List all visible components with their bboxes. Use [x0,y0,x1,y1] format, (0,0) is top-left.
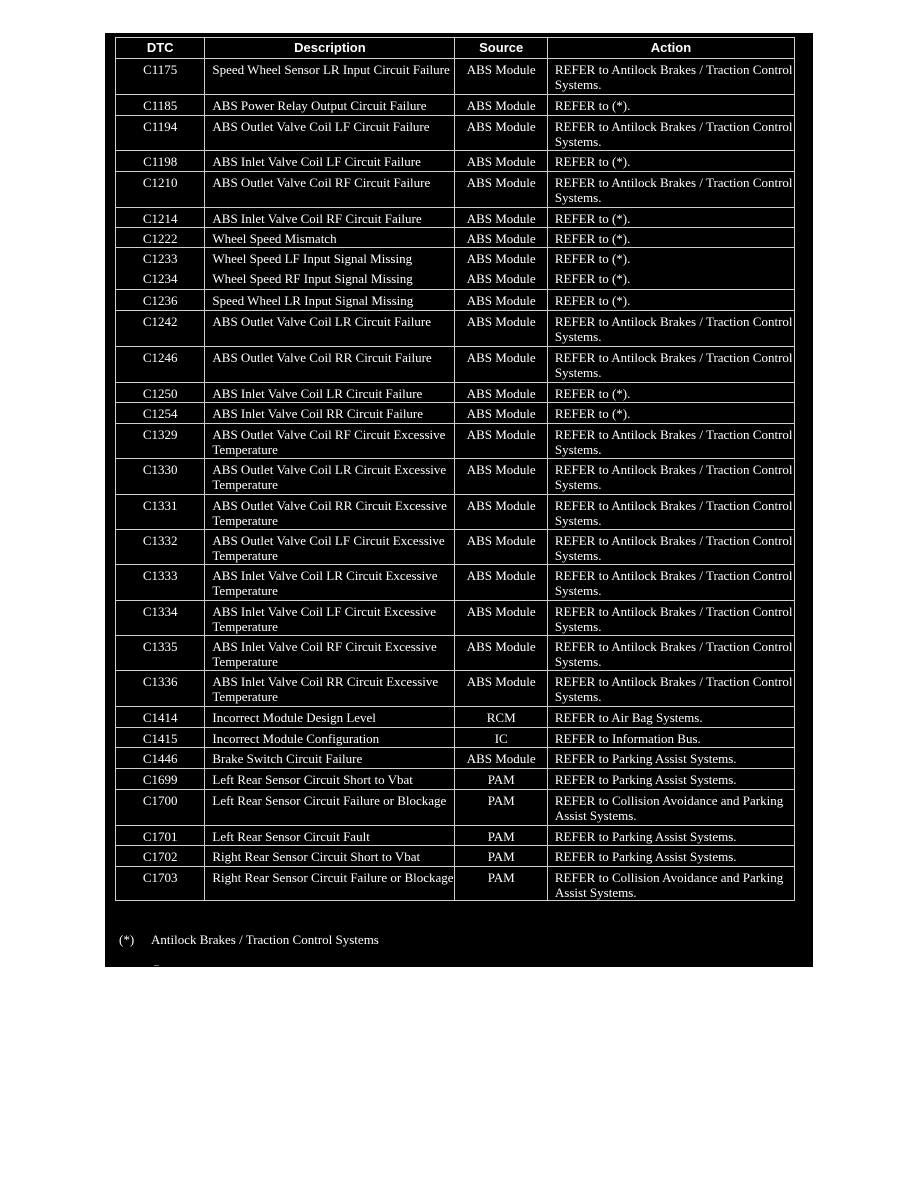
dtc-action: REFER to Collision Avoidance and Parking Assist Systems. [554,870,784,900]
dtc-action-cell [547,95,794,116]
dtc-code: C1334 [142,604,178,619]
dtc-code: C1250 [142,386,178,401]
dtc-description-cell [205,748,455,769]
table-row [116,383,795,403]
dtc-description: ABS Outlet Valve Coil RF Circuit Excessive Temperature [212,427,446,457]
dtc-description: ABS Outlet Valve Coil RR Circuit Failure [212,350,432,365]
dtc-description: ABS Inlet Valve Coil LF Circuit Excessive Temperature [212,604,437,634]
dtc-action-cell [547,495,794,530]
table-row [116,208,795,228]
dtc-source-cell [455,530,547,565]
dtc-description: Left Rear Sensor Circuit Failure or Blockage [212,793,447,808]
dtc-source-cell [455,826,547,846]
column-header-description: Description [205,38,455,59]
scan-artifact [154,965,159,966]
dtc-action-cell [547,867,794,901]
dtc-code: C1246 [142,350,178,365]
dtc-action-cell [547,248,794,290]
dtc-source: ABS Module [466,62,536,77]
dtc-description: ABS Inlet Valve Coil LF Circuit Failure [212,154,421,169]
dtc-source: ABS Module [466,119,536,134]
dtc-code-cell [116,530,205,565]
dtc-description-cell [205,116,455,151]
dtc-action: REFER to (*). [554,293,631,308]
dtc-code: C1210 [142,175,178,190]
dtc-source: PAM [487,870,515,885]
dtc-action-cell [547,728,794,748]
table-row [116,728,795,748]
dtc-source: ABS Module [466,568,536,583]
column-header-action: Action [547,38,794,59]
document-page [105,33,813,967]
dtc-description-cell [205,530,455,565]
table-row [116,530,795,565]
dtc-description-cell [205,311,455,347]
dtc-source: ABS Module [466,406,536,421]
dtc-action-cell [547,565,794,601]
dtc-action: REFER to Information Bus. [554,731,701,746]
dtc-action: REFER to Air Bag Systems. [554,710,703,725]
dtc-code-cell [116,172,205,208]
dtc-code-cell [116,495,205,530]
dtc-description-cell [205,403,455,424]
table-row [116,228,795,248]
dtc-source: ABS Module [466,350,536,365]
dtc-source-cell [455,248,547,290]
dtc-code: C1254 [142,406,178,421]
dtc-code-cell [116,403,205,424]
dtc-description-cell [205,636,455,671]
dtc-action-cell [547,530,794,565]
dtc-description-cell [205,565,455,601]
dtc-description: Left Rear Sensor Circuit Fault [212,829,370,844]
dtc-source: ABS Module [466,231,536,246]
dtc-source-cell [455,565,547,601]
table-row [116,459,795,495]
dtc-action: REFER to (*). [554,271,631,286]
dtc-description: ABS Outlet Valve Coil RR Circuit Excessive Temperature [212,498,447,528]
dtc-description: ABS Power Relay Output Circuit Failure [212,98,427,113]
dtc-source-cell [455,347,547,383]
dtc-code: C1702 [142,849,178,864]
dtc-action: REFER to Antilock Brakes / Traction Control Systems. [554,604,793,634]
dtc-source-cell [455,867,547,901]
dtc-source-cell [455,601,547,636]
dtc-code-cell [116,208,205,228]
dtc-source-cell [455,208,547,228]
table-row [116,748,795,769]
dtc-source-cell [455,459,547,495]
dtc-description-cell [205,59,455,95]
dtc-action-cell [547,671,794,707]
dtc-description-cell [205,707,455,728]
dtc-action: REFER to Parking Assist Systems. [554,829,737,844]
dtc-action-cell [547,59,794,95]
dtc-action: REFER to Antilock Brakes / Traction Control Systems. [554,427,793,457]
dtc-action: REFER to (*). [554,231,631,246]
dtc-source-cell [455,95,547,116]
dtc-action-cell [547,707,794,728]
dtc-description: Right Rear Sensor Circuit Failure or Blockage [212,870,454,885]
dtc-description-cell [205,95,455,116]
dtc-source-cell [455,769,547,790]
dtc-source-cell [455,424,547,459]
dtc-code: C1701 [142,829,178,844]
dtc-action-cell [547,151,794,172]
dtc-description-cell [205,728,455,748]
dtc-code-cell [116,116,205,151]
dtc-action: REFER to Antilock Brakes / Traction Control Systems. [554,314,793,344]
dtc-code: C1414 [142,710,178,725]
table-header-row [116,38,795,59]
dtc-code: C1242 [142,314,178,329]
footnote-marker: (*) [119,932,135,947]
dtc-code: C1700 [142,793,178,808]
dtc-source: ABS Module [466,211,536,226]
dtc-source-cell [455,790,547,826]
dtc-action-cell [547,383,794,403]
dtc-description-cell [205,383,455,403]
dtc-source: IC [494,731,508,746]
dtc-action: REFER to Antilock Brakes / Traction Control Systems. [554,350,793,380]
table-row [116,116,795,151]
footnote-text: Antilock Brakes / Traction Control Systems [151,932,379,947]
dtc-action: REFER to Antilock Brakes / Traction Control Systems. [554,639,793,669]
table-row [116,826,795,846]
dtc-source: ABS Module [466,498,536,513]
dtc-code-cell [116,424,205,459]
dtc-action: REFER to Parking Assist Systems. [554,849,737,864]
dtc-source: ABS Module [466,751,536,766]
dtc-action: REFER to (*). [554,154,631,169]
dtc-source: PAM [487,793,515,808]
dtc-code: C1222 [142,231,178,246]
dtc-code-cell [116,846,205,867]
dtc-description-cell [205,495,455,530]
dtc-action: REFER to Antilock Brakes / Traction Control Systems. [554,568,793,598]
dtc-description-cell [205,846,455,867]
dtc-action: REFER to (*). [554,211,631,226]
dtc-description: Wheel Speed Mismatch [212,231,337,246]
dtc-action-cell [547,347,794,383]
dtc-description-cell [205,208,455,228]
dtc-code: C1703 [142,870,178,885]
dtc-source: PAM [487,772,515,787]
dtc-action-cell [547,769,794,790]
dtc-description-cell [205,867,455,901]
dtc-action-cell [547,636,794,671]
dtc-source: ABS Module [466,154,536,169]
dtc-code: C1185 [143,98,178,113]
dtc-code-cell [116,671,205,707]
dtc-code-cell [116,383,205,403]
dtc-code: C1329 [142,427,178,442]
dtc-source: ABS Module [466,175,536,190]
dtc-code-cell [116,748,205,769]
dtc-source-cell [455,151,547,172]
dtc-description-cell [205,424,455,459]
dtc-code: C1699 [142,772,178,787]
dtc-description: Wheel Speed RF Input Signal Missing [212,271,413,286]
dtc-source: ABS Module [466,604,536,619]
dtc-description: Wheel Speed LF Input Signal Missing [212,251,413,266]
dtc-code: C1415 [142,731,178,746]
dtc-source-cell [455,495,547,530]
table-row [116,769,795,790]
dtc-description: ABS Outlet Valve Coil LF Circuit Failure [212,119,430,134]
dtc-code-cell [116,565,205,601]
dtc-code: C1194 [143,119,178,134]
dtc-action-cell [547,790,794,826]
dtc-description-cell [205,601,455,636]
dtc-source: ABS Module [466,293,536,308]
dtc-source: ABS Module [466,462,536,477]
dtc-description: Speed Wheel LR Input Signal Missing [212,293,414,308]
dtc-code-cell [116,790,205,826]
dtc-description: ABS Inlet Valve Coil RR Circuit Excessive Temperature [212,674,439,704]
dtc-source-cell [455,172,547,208]
table-row [116,867,795,901]
table-row [116,290,795,311]
dtc-description: ABS Outlet Valve Coil RF Circuit Failure [212,175,431,190]
dtc-source: ABS Module [466,533,536,548]
dtc-code: C1175 [143,62,178,77]
table-row [116,636,795,671]
dtc-source: ABS Module [466,639,536,654]
dtc-code: C1333 [142,568,178,583]
dtc-action: REFER to Antilock Brakes / Traction Control Systems. [554,674,793,704]
dtc-code: C1446 [142,751,178,766]
dtc-description: ABS Inlet Valve Coil RR Circuit Failure [212,406,424,421]
dtc-source-cell [455,636,547,671]
dtc-action-cell [547,748,794,769]
dtc-action-cell [547,208,794,228]
dtc-action-cell [547,826,794,846]
dtc-source: PAM [487,829,515,844]
table-row [116,846,795,867]
dtc-source-cell [455,403,547,424]
column-header-source: Source [455,38,547,59]
dtc-description: Speed Wheel Sensor LR Input Circuit Failure [212,62,450,77]
dtc-action: REFER to Antilock Brakes / Traction Control Systems. [554,462,793,492]
dtc-action-cell [547,228,794,248]
table-row [116,671,795,707]
dtc-description-cell [205,769,455,790]
dtc-code: C1214 [142,211,178,226]
dtc-code: C1331 [142,498,178,513]
dtc-description-cell [205,347,455,383]
dtc-description: ABS Inlet Valve Coil RF Circuit Excessive Temperature [212,639,437,669]
dtc-description-cell [205,290,455,311]
dtc-code: C1234 [142,271,178,286]
dtc-action: REFER to Antilock Brakes / Traction Control Systems. [554,498,793,528]
dtc-action: REFER to Collision Avoidance and Parking Assist Systems. [554,793,784,823]
dtc-source: ABS Module [466,98,536,113]
dtc-description: Incorrect Module Design Level [212,710,376,725]
dtc-code-cell [116,95,205,116]
table-body [116,59,795,901]
dtc-source-cell [455,707,547,728]
dtc-code-cell [116,151,205,172]
dtc-code: C1330 [142,462,178,477]
dtc-action-cell [547,290,794,311]
table-row [116,495,795,530]
dtc-action: REFER to Antilock Brakes / Traction Control Systems. [554,533,793,563]
dtc-action: REFER to Parking Assist Systems. [554,772,737,787]
dtc-code: C1335 [142,639,178,654]
dtc-source: RCM [486,710,516,725]
dtc-action-cell [547,459,794,495]
column-header-dtc: DTC [116,38,205,59]
dtc-action: REFER to Antilock Brakes / Traction Control Systems. [554,119,793,149]
dtc-action-cell [547,172,794,208]
table-row [116,424,795,459]
dtc-source-cell [455,116,547,151]
dtc-description: ABS Outlet Valve Coil LR Circuit Excessive Temperature [212,462,447,492]
dtc-code: C1198 [143,154,178,169]
dtc-source: ABS Module [466,674,536,689]
table-row [116,172,795,208]
dtc-description-cell [205,228,455,248]
dtc-code-cell [116,601,205,636]
table-row [116,601,795,636]
dtc-description: ABS Outlet Valve Coil LF Circuit Excessive Temperature [212,533,445,563]
dtc-source-cell [455,748,547,769]
dtc-code-cell [116,347,205,383]
dtc-code: C1336 [142,674,178,689]
dtc-code: C1233 [142,251,178,266]
dtc-code-cell [116,248,205,290]
dtc-action-cell [547,846,794,867]
dtc-action-cell [547,403,794,424]
dtc-code-cell [116,826,205,846]
dtc-code-cell [116,867,205,901]
dtc-table [115,37,795,901]
table-row [116,59,795,95]
dtc-action-cell [547,311,794,347]
dtc-source: ABS Module [466,314,536,329]
dtc-source: ABS Module [466,251,536,266]
table-row [116,248,795,290]
dtc-description: ABS Inlet Valve Coil LR Circuit Failure [212,386,423,401]
dtc-source-cell [455,728,547,748]
dtc-source-cell [455,671,547,707]
dtc-action: REFER to (*). [554,251,631,266]
dtc-source-cell [455,311,547,347]
dtc-code-cell [116,59,205,95]
table-row [116,565,795,601]
table-row [116,151,795,172]
dtc-action: REFER to Parking Assist Systems. [554,751,737,766]
dtc-description-cell [205,172,455,208]
dtc-source: ABS Module [466,386,536,401]
dtc-description: ABS Outlet Valve Coil LR Circuit Failure [212,314,431,329]
dtc-action: REFER to Antilock Brakes / Traction Control Systems. [554,175,793,205]
dtc-source: PAM [487,849,515,864]
dtc-action-cell [547,424,794,459]
dtc-description-cell [205,671,455,707]
table-row [116,707,795,728]
dtc-description: ABS Inlet Valve Coil RF Circuit Failure [212,211,422,226]
dtc-description: Left Rear Sensor Circuit Short to Vbat [212,772,413,787]
dtc-code-cell [116,636,205,671]
dtc-code-cell [116,290,205,311]
dtc-action: REFER to Antilock Brakes / Traction Control Systems. [554,62,793,92]
dtc-description-cell [205,826,455,846]
dtc-source: ABS Module [466,271,536,286]
dtc-code-cell [116,311,205,347]
dtc-code-cell [116,728,205,748]
dtc-action-cell [547,601,794,636]
dtc-description-cell [205,790,455,826]
dtc-source-cell [455,383,547,403]
dtc-code-cell [116,228,205,248]
dtc-action: REFER to (*). [554,98,631,113]
dtc-source: ABS Module [466,427,536,442]
dtc-source-cell [455,290,547,311]
dtc-action-cell [547,116,794,151]
dtc-code-cell [116,459,205,495]
table-row [116,403,795,424]
dtc-source-cell [455,59,547,95]
dtc-description: Right Rear Sensor Circuit Short to Vbat [212,849,421,864]
dtc-description: Brake Switch Circuit Failure [212,751,363,766]
dtc-description-cell [205,248,455,290]
table-row [116,95,795,116]
table-row [116,790,795,826]
dtc-description: Incorrect Module Configuration [212,731,380,746]
dtc-source-cell [455,846,547,867]
table-row [116,311,795,347]
table-row [116,347,795,383]
dtc-description-cell [205,151,455,172]
dtc-action: REFER to (*). [554,386,631,401]
dtc-description: ABS Inlet Valve Coil LR Circuit Excessive Temperature [212,568,438,598]
dtc-description-cell [205,459,455,495]
footnote [119,932,379,948]
dtc-code: C1332 [142,533,178,548]
dtc-code-cell [116,769,205,790]
dtc-source-cell [455,228,547,248]
dtc-code: C1236 [142,293,178,308]
dtc-action: REFER to (*). [554,406,631,421]
dtc-code-cell [116,707,205,728]
